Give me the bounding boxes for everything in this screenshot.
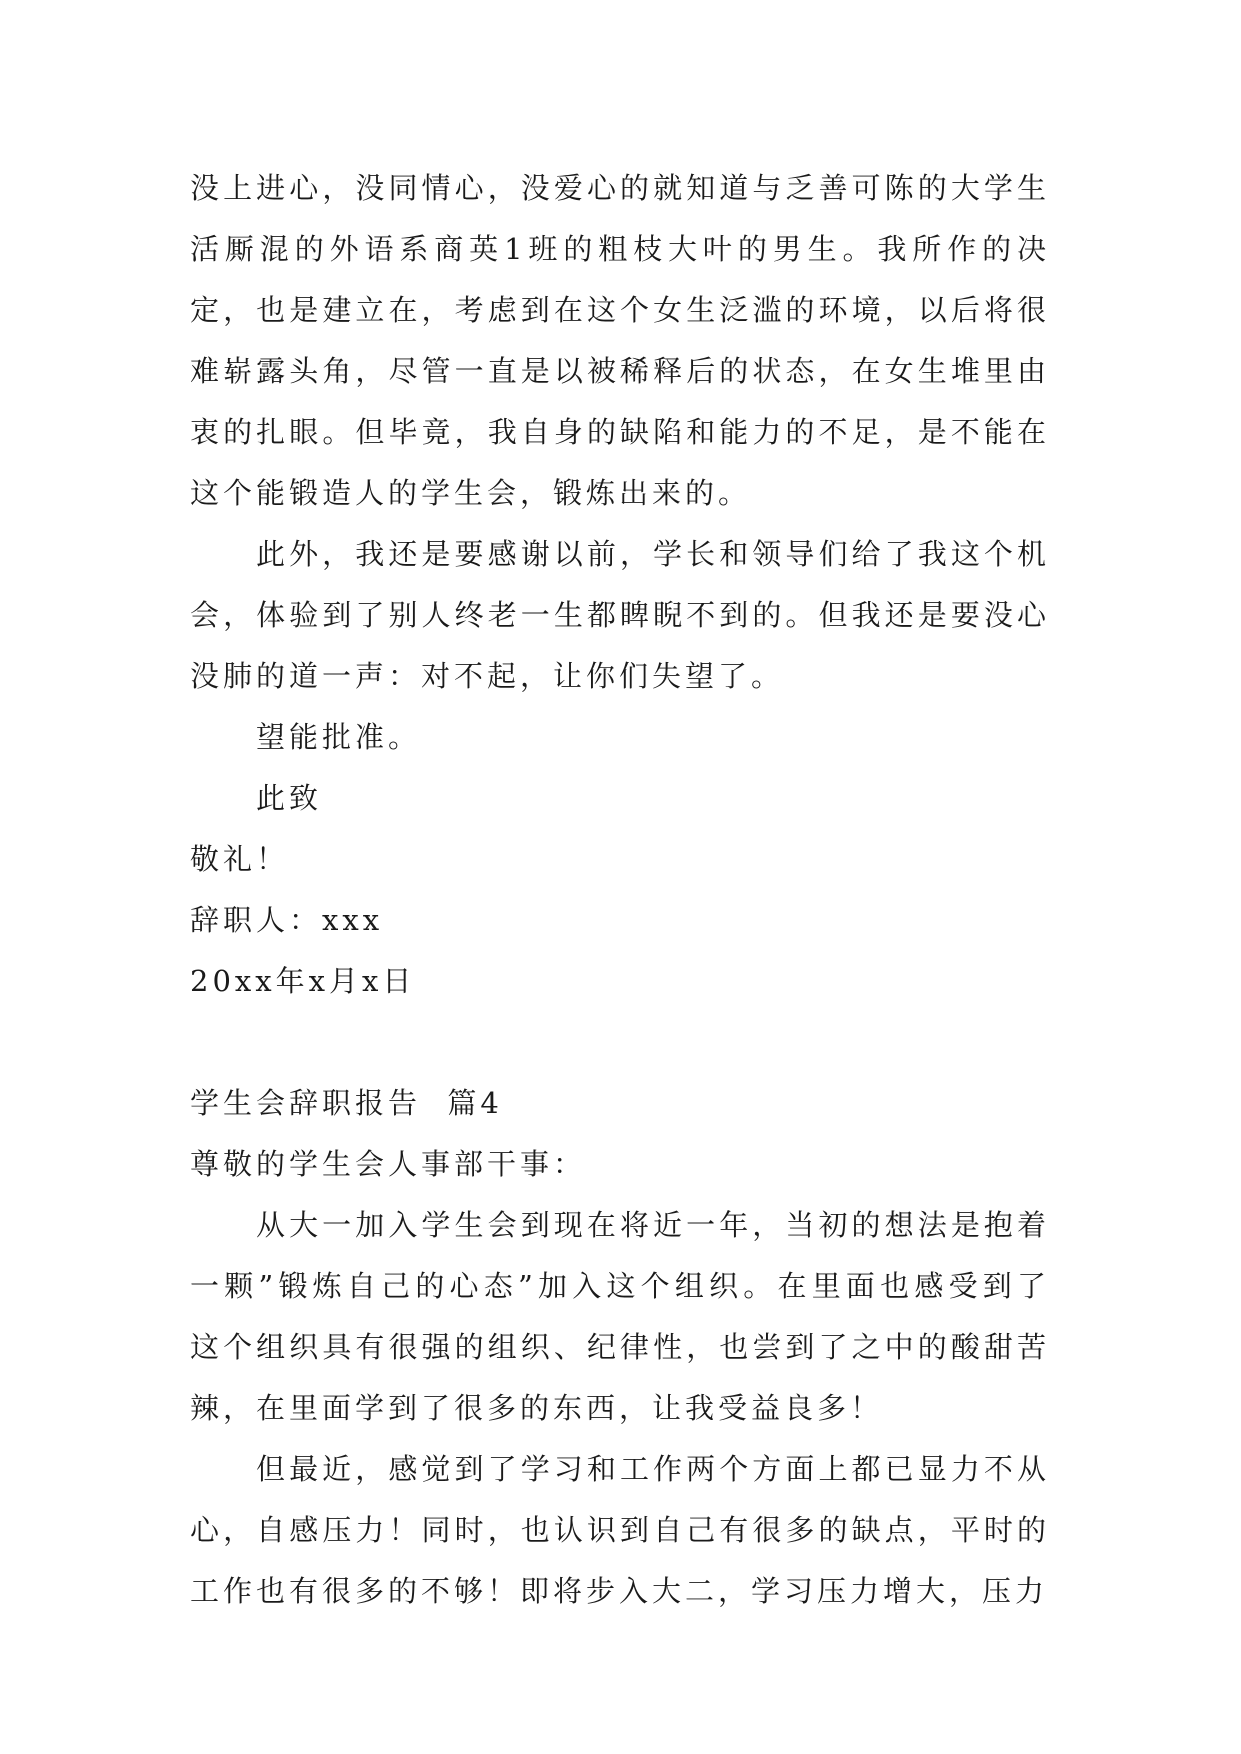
- signer-line: 辞职人：xxx: [190, 903, 384, 937]
- closing-line-1: 此致: [256, 781, 323, 815]
- document-page: [190, 158, 1050, 1622]
- section-gap: [190, 1012, 1050, 1073]
- continued-paragraph: 没上进心，没同情心，没爱心的就知道与乏善可陈的大学生活厮混的外语系商英1班的粗枝大叶的男生。我所作的决定，也是建立在，考虑到在这个女生泛滥的环境，以后将很难崭露头角，尽管一直是以被稀释后的状态，在女生堆里由衷的扎眼。但毕竟，我自身的缺陷和能力的不足，是不能在这个能锻造人的学生会，锻炼出来的。: [190, 171, 1050, 510]
- section4-paragraph-1: 从大一加入学生会到现在将近一年，当初的想法是抱着一颗”锻炼自己的心态”加入这个组织。在里面也感受到了这个组织具有很强的组织、纪律性，也尝到了之中的酸甜苦辣，在里面学到了很多的东西，让我受益良多！: [190, 1208, 1050, 1425]
- section4-paragraph-2: 但最近，感觉到了学习和工作两个方面上都已显力不从心，自感压力！同时，也认识到自己有很多的缺点，平时的工作也有很多的不够！即将步入大二，学习压力增大，压力: [190, 1452, 1050, 1608]
- date-line: 20xx年x月x日: [190, 964, 416, 998]
- section-title: 学生会辞职报告 篇4: [190, 1086, 503, 1120]
- thanks-paragraph: 此外，我还是要感谢以前，学长和领导们给了我这个机会，体验到了别人终老一生都睥睨不到的。但我还是要没心没肺的道一声：对不起，让你们失望了。: [190, 537, 1050, 693]
- salutation: 尊敬的学生会人事部干事：: [190, 1147, 587, 1181]
- closing-line-2: 敬礼！: [190, 842, 290, 876]
- request-paragraph: 望能批准。: [256, 720, 422, 754]
